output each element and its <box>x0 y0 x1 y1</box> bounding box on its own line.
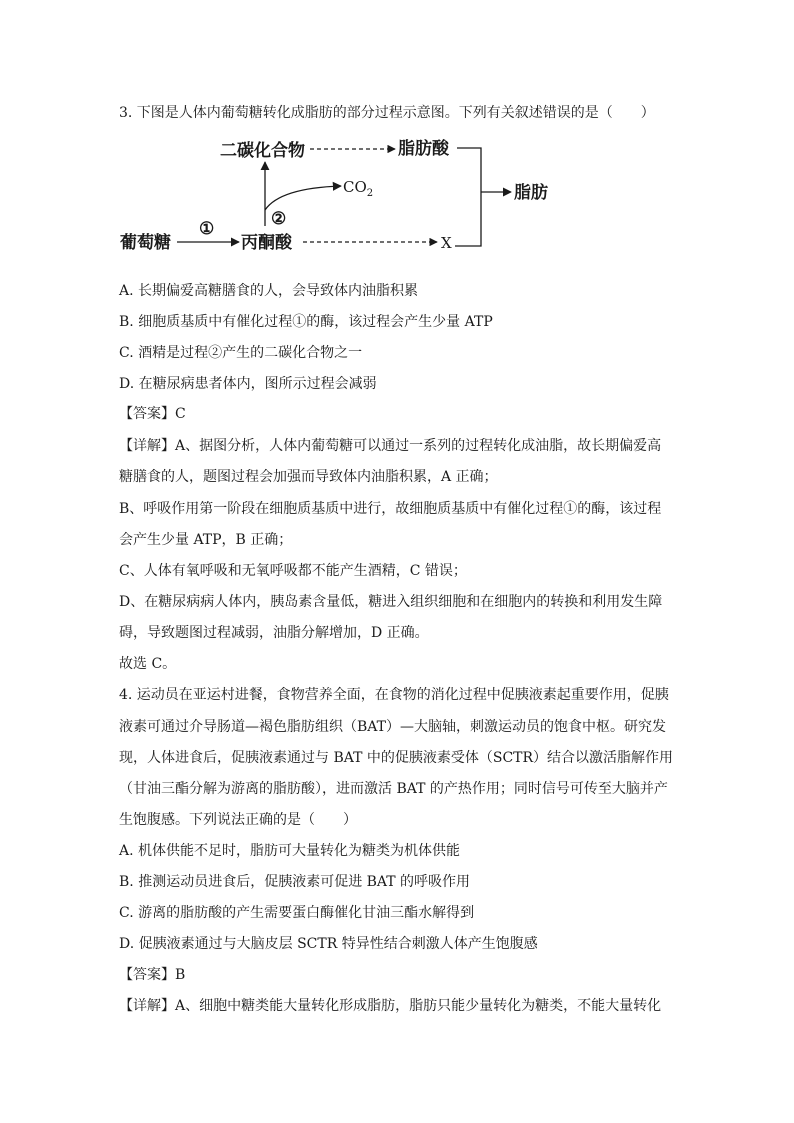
q3-answer: 【答案】C <box>119 406 186 422</box>
arrow-to-co2 <box>265 186 341 210</box>
q4-option-c: C. 游离的脂肪酸的产生需要蛋白酶催化甘油三酯水解得到 <box>119 905 475 921</box>
label-glucose: 葡萄糖 <box>120 233 171 253</box>
q3-explanation-line: 糖膳食的人，题图过程会加强而导致体内油脂积累，A 正确； <box>119 469 498 485</box>
q3-option-d: D. 在糖尿病患者体内，图所示过程会减弱 <box>119 376 377 392</box>
q3-explanation-line: 碍，导致题图过程减弱，油脂分解增加，D 正确。 <box>119 625 429 641</box>
label-pyruvate: 丙酮酸 <box>241 233 292 253</box>
q4-stem-line: （甘油三酯分解为游离的脂肪酸），进而激活 BAT 的产热作用；同时信号可传至大脑并产 <box>119 781 668 797</box>
label-fatty-acid: 脂肪酸 <box>398 139 449 159</box>
q3-option-a: A. 长期偏爱高糖膳食的人，会导致体内油脂积累 <box>119 283 419 299</box>
q4-stem-line: 液素可通过介导肠道—褐色脂肪组织（BAT）—大脑轴，刺激运动员的饱食中枢。研究发 <box>119 719 666 735</box>
q3-explanation-line: C、人体有氧呼吸和无氧呼吸都不能产生酒精，C 错误； <box>119 563 467 579</box>
label-x: X <box>441 234 452 252</box>
q3-conclusion: 故选 C。 <box>119 656 177 672</box>
label-step2: ② <box>271 209 287 229</box>
q4-option-b: B. 推测运动员进食后，促胰液素可促进 BAT 的呼吸作用 <box>119 874 471 890</box>
q4-stem-line: 生饱腹感。下列说法正确的是（ ） <box>119 812 357 828</box>
q3-stem: 3. 下图是人体内葡萄糖转化成脂肪的部分过程示意图。下列有关叙述错误的是（ ） <box>119 105 655 121</box>
label-fat: 脂肪 <box>514 183 548 203</box>
q4-explanation-line: 【详解】A、细胞中糖类能大量转化形成脂肪，脂肪只能少量转化为糖类，不能大量转化 <box>119 998 662 1014</box>
q3-explanation-line: B、呼吸作用第一阶段在细胞质基质中进行，故细胞质基质中有催化过程①的酶，该过程 <box>119 501 662 517</box>
label-co2: $CO_2$ <box>343 178 374 199</box>
q3-explanation-line: 【详解】A、据图分析，人体内葡萄糖可以通过一系列的过程转化成油脂，故长期偏爱高 <box>119 438 662 454</box>
q4-answer: 【答案】B <box>119 967 186 983</box>
q4-stem-line: 4. 运动员在亚运村进餐，食物营养全面，在食物的消化过程中促胰液素起重要作用，促胰 <box>119 687 669 703</box>
label-step1: ① <box>199 219 215 239</box>
q3-explanation-line: 会产生少量 ATP，B 正确； <box>119 532 293 548</box>
label-two-carbon: 二碳化合物 <box>220 141 305 161</box>
q4-option-a: A. 机体供能不足时，脂肪可大量转化为糖类为机体供能 <box>119 843 461 859</box>
glucose-to-fat-diagram <box>115 130 565 260</box>
q3-option-b: B. 细胞质基质中有催化过程①的酶，该过程会产生少量 ATP <box>119 314 493 330</box>
q4-option-d: D. 促胰液素通过与大脑皮层 SCTR 特异性结合刺激人体产生饱腹感 <box>119 936 538 952</box>
q3-explanation-line: D、在糖尿病病人体内，胰岛素含量低，糖进入组织细胞和在细胞内的转换和利用发生障 <box>119 594 663 610</box>
q3-option-c: C. 酒精是过程②产生的二碳化合物之一 <box>119 345 363 361</box>
q4-stem-line: 现，人体进食后，促胰液素通过与 BAT 中的促胰液素受体（SCTR）结合以激活脂解作用 <box>119 750 674 766</box>
bracket-line <box>455 148 481 246</box>
